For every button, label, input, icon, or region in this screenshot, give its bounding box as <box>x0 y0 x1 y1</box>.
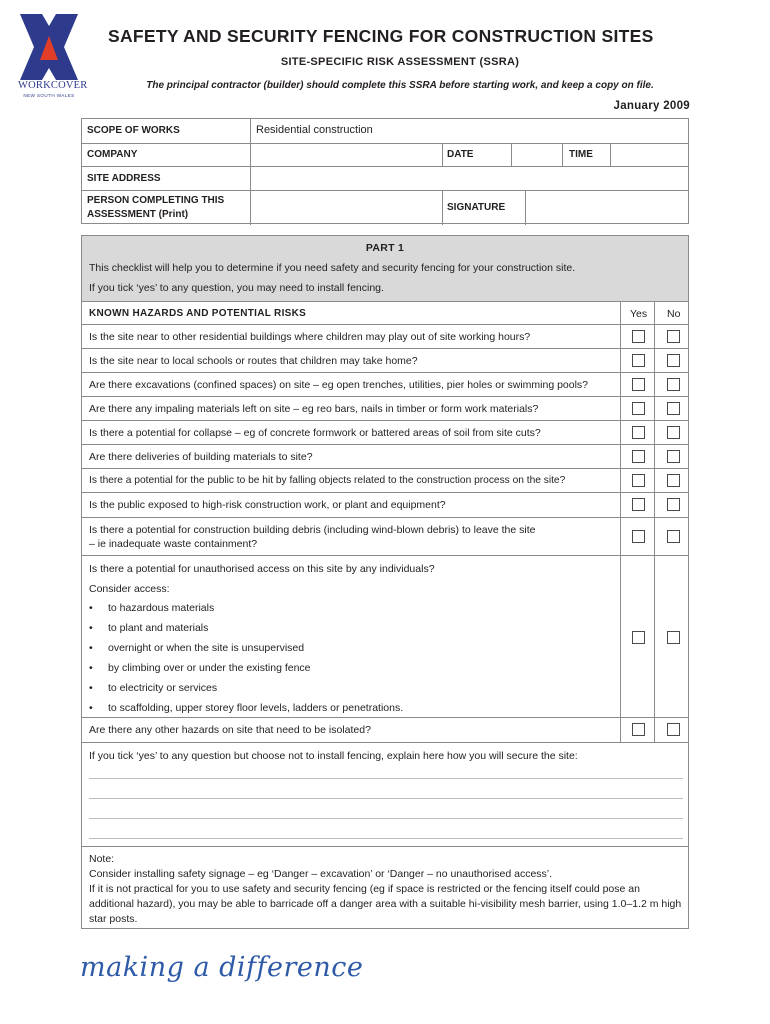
question-row <box>82 493 688 518</box>
part1-title: PART 1 <box>365 242 405 254</box>
consider-access-label: Consider access: <box>89 583 170 595</box>
time-field[interactable] <box>611 144 688 166</box>
page-subtitle: SITE-SPECIFIC RISK ASSESSMENT (SSRA) <box>280 56 520 68</box>
company-field[interactable] <box>251 144 441 166</box>
yes-checkbox[interactable] <box>632 354 645 367</box>
answer-line[interactable] <box>89 778 683 779</box>
no-checkbox[interactable] <box>667 530 680 543</box>
question-text: Are there excavations (confined spaces) on site – eg open trenches, utilities, pier holes or swimming pools? <box>89 379 589 391</box>
date-label: DATE <box>447 149 474 160</box>
site-details-table <box>81 118 689 224</box>
bullet-icon: • <box>89 602 93 614</box>
question-text: Is the site near to other residential buildings where children may play out of site working hours? <box>89 331 531 343</box>
note-label: Note: <box>89 853 115 865</box>
yes-checkbox[interactable] <box>632 426 645 439</box>
yes-checkbox[interactable] <box>632 498 645 511</box>
yes-checkbox[interactable] <box>632 378 645 391</box>
scope-of-works-label: SCOPE OF WORKS <box>87 125 180 136</box>
logo-brand-text: WORKCOVER <box>18 80 88 91</box>
yes-checkbox[interactable] <box>632 402 645 415</box>
no-checkbox[interactable] <box>667 378 680 391</box>
yes-checkbox[interactable] <box>632 450 645 463</box>
signature-field[interactable] <box>526 191 688 225</box>
person-completing-field[interactable] <box>251 191 441 225</box>
question-row-access <box>82 556 688 718</box>
access-item: to plant and materials <box>108 622 209 634</box>
question-text: Is there a potential for collapse – eg of concrete formwork or battered areas of soil from site cuts? <box>89 427 541 439</box>
no-checkbox[interactable] <box>667 498 680 511</box>
access-item: to scaffolding, upper storey floor levels, ladders or penetrations. <box>108 702 404 714</box>
access-item: overnight or when the site is unsupervised <box>108 642 305 654</box>
question-row <box>82 349 688 373</box>
yes-column-header: Yes <box>630 308 648 320</box>
question-row <box>82 469 688 493</box>
question-row <box>82 445 688 469</box>
bullet-icon: • <box>89 682 93 694</box>
person-completing-label-line1: PERSON COMPLETING THIS <box>87 195 225 206</box>
site-address-label: SITE ADDRESS <box>87 173 161 184</box>
no-checkbox[interactable] <box>667 450 680 463</box>
bullet-icon: • <box>89 702 93 714</box>
explanation-prompt: If you tick ‘yes’ to any question but choose not to install fencing, explain here how you will secure the site: <box>89 750 578 762</box>
instruction-text: The principal contractor (builder) should complete this SSRA before starting work, and keep a copy on file. <box>146 80 654 91</box>
no-checkbox[interactable] <box>667 354 680 367</box>
question-text-line1: Is there a potential for construction building debris (including wind-blown debris) to leave the site <box>89 524 536 536</box>
yes-checkbox[interactable] <box>632 474 645 487</box>
note-signage: Consider installing safety signage – eg ‘Danger – excavation’ or ‘Danger – no unauthorised access’. <box>89 868 553 880</box>
question-row <box>82 518 688 556</box>
access-item: by climbing over or under the existing fence <box>108 662 311 674</box>
no-checkbox[interactable] <box>667 330 680 343</box>
question-row <box>82 397 688 421</box>
signature-label: SIGNATURE <box>447 202 506 213</box>
hazards-header-label: KNOWN HAZARDS AND POTENTIAL RISKS <box>89 308 307 319</box>
scope-of-works-value[interactable]: Residential construction <box>256 124 373 136</box>
question-row <box>82 421 688 445</box>
question-row <box>82 718 688 743</box>
question-text: Are there any other hazards on site that need to be isolated? <box>89 724 371 736</box>
question-text: Is there a potential for the public to be hit by falling objects related to the construction process on the site? <box>89 475 566 486</box>
no-column-header: No <box>667 308 681 320</box>
question-text: Is there a potential for unauthorised access on this site by any individuals? <box>89 563 435 575</box>
workcover-emblem-icon <box>18 14 80 80</box>
answer-line[interactable] <box>89 818 683 819</box>
answer-line[interactable] <box>89 798 683 799</box>
part1-checklist <box>81 235 689 929</box>
question-row <box>82 325 688 349</box>
site-address-field[interactable] <box>251 167 688 190</box>
no-checkbox[interactable] <box>667 631 680 644</box>
yes-checkbox[interactable] <box>632 631 645 644</box>
explanation-section <box>82 743 688 847</box>
question-text: Are there any impaling materials left on site – eg reo bars, nails in timber or form work materials? <box>89 403 539 415</box>
part1-intro-1: This checklist will help you to determine if you need safety and security fencing for your construction site. <box>89 262 576 274</box>
company-label: COMPANY <box>87 149 138 160</box>
person-completing-label-line2: ASSESSMENT (Print) <box>87 209 189 220</box>
hazards-header-row <box>82 301 688 325</box>
yes-checkbox[interactable] <box>632 723 645 736</box>
page-title: SAFETY AND SECURITY FENCING FOR CONSTRUCTION SITES <box>108 26 654 46</box>
part1-intro-2: If you tick ‘yes’ to any question, you may need to install fencing. <box>89 282 384 294</box>
note-barricade: If it is not practical for you to use safety and security fencing (eg if space is restricted or the fencing itself could pose an additional hazard), you may be able to barricade off a danger area with a suitable hi-visibility mesh barrier, using 1.0–1.2 m high star posts. <box>89 883 682 925</box>
yes-checkbox[interactable] <box>632 330 645 343</box>
access-item: to hazardous materials <box>108 602 215 614</box>
bullet-icon: • <box>89 622 93 634</box>
no-checkbox[interactable] <box>667 402 680 415</box>
question-text: Are there deliveries of building materials to site? <box>89 451 313 463</box>
no-checkbox[interactable] <box>667 474 680 487</box>
person-completing-label <box>87 194 224 222</box>
footer-tagline: making a difference <box>80 952 364 983</box>
no-checkbox[interactable] <box>667 426 680 439</box>
bullet-icon: • <box>89 642 93 654</box>
bullet-icon: • <box>89 662 93 674</box>
date-field[interactable] <box>512 144 561 166</box>
access-item: to electricity or services <box>108 682 218 694</box>
logo-state-text: NEW SOUTH WALES <box>23 93 75 98</box>
issue-date: January 2009 <box>613 100 690 112</box>
question-text: Is the site near to local schools or routes that children may take home? <box>89 355 418 367</box>
no-checkbox[interactable] <box>667 723 680 736</box>
question-text: Is the public exposed to high-risk construction work, or plant and equipment? <box>89 499 446 511</box>
answer-line[interactable] <box>89 838 683 839</box>
yes-checkbox[interactable] <box>632 530 645 543</box>
question-text-line2: – ie inadequate waste containment? <box>89 538 258 550</box>
question-row <box>82 373 688 397</box>
time-label: TIME <box>569 149 593 160</box>
